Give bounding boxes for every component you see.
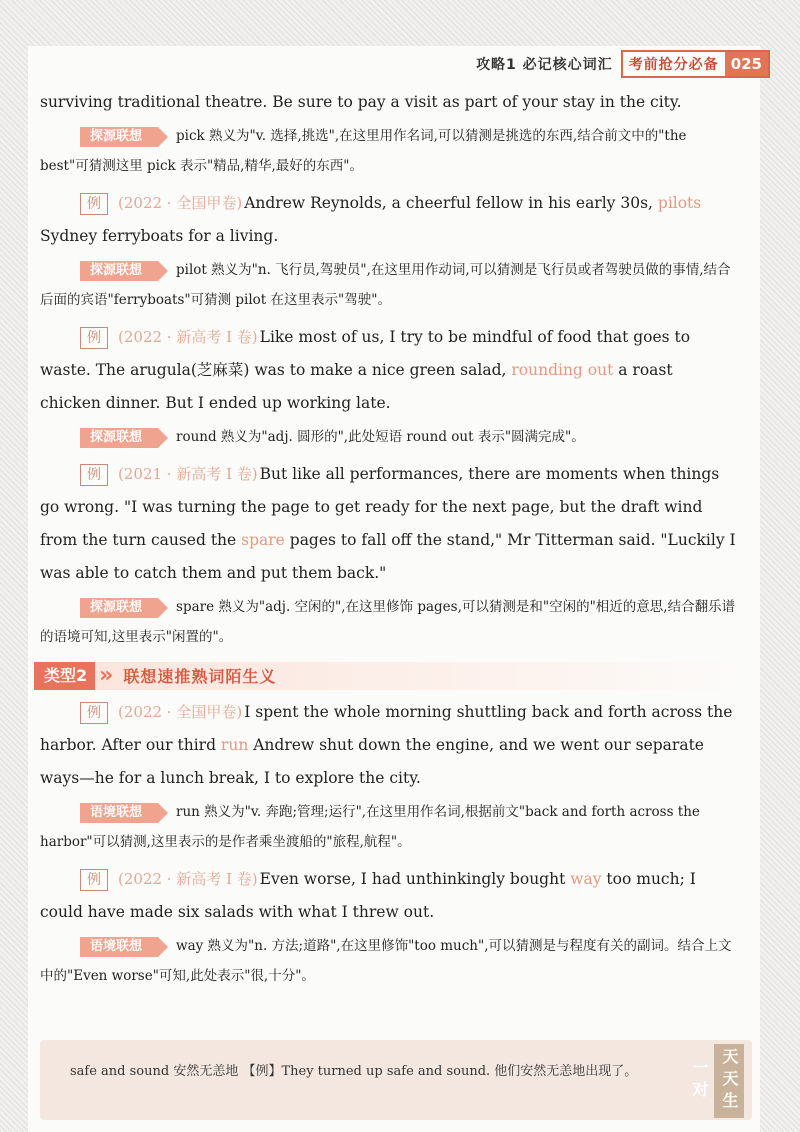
note-block — [40, 121, 736, 181]
note-tag: 探源联想 — [80, 428, 158, 448]
note-text: run 熟义为"v. 奔跑;管理;运行",在这里用作名词,根据前文"back and forth across the harbor"可以猜测,这里表示的是作者乘坐渡船的"旅程,航程"。 — [40, 804, 700, 850]
section-title: 联想速推熟词陌生义 — [123, 666, 277, 686]
example-text: I spent the whole morning shuttling back and forth across the harbor. After our third — [40, 703, 733, 754]
note-tag: 探源联想 — [80, 598, 158, 618]
example-text: Sydney ferryboats for a living. — [40, 227, 279, 245]
note-tag: 语境联想 — [80, 803, 158, 823]
example-block — [40, 321, 736, 420]
example-text: Like most of us, I try to be mindful of food that goes to waste. The arugula(芝麻菜) was to make a nice green salad, — [40, 328, 691, 379]
example-block — [40, 458, 736, 590]
left-margin-pattern — [0, 0, 28, 1132]
main-content — [40, 86, 736, 991]
example-label: 例 — [80, 702, 108, 724]
page-header — [476, 50, 770, 78]
note-text: round 熟义为"adj. 圆形的",此处短语 round out 表示"圆满完成"。 — [176, 429, 585, 445]
continued-text: surviving traditional theatre. Be sure to pay a visit as part of your stay in the city. — [40, 93, 682, 111]
highlight-word: way — [570, 870, 602, 888]
section-heading — [34, 662, 736, 690]
note-text: spare 熟义为"adj. 空闲的",在这里修饰 pages,可以猜测是和"空闲的"相近的意思,结合翻乐谱的语境可知,这里表示"闲置的"。 — [40, 599, 736, 645]
chapter-title: 攻略1 必记核心词汇 — [476, 57, 613, 73]
slogan-box — [621, 50, 770, 78]
highlight-word: pilots — [657, 194, 702, 212]
note-block — [40, 931, 736, 991]
example-text: Even worse, I had unthinkingly bought — [259, 870, 571, 888]
highlight-word: run — [220, 736, 249, 754]
example-text: too much; I could have made six salads with what I threw out. — [40, 870, 696, 921]
note-text: pick 熟义为"v. 选择,挑选",在这里用作名词,可以猜测是挑选的东西,结合前文中的"the best"可猜测这里 pick 表示"精品,精华,最好的东西"。 — [40, 128, 687, 174]
highlight-word: spare — [241, 531, 285, 549]
footer-box — [40, 1040, 752, 1120]
example-label: 例 — [80, 327, 108, 349]
footer-phrase: safe and sound 安然无恙地 【例】They turned up safe and sound. 他们安然无恙地出现了。 — [70, 1064, 638, 1079]
example-source: (2022 · 全国甲卷) — [118, 703, 243, 721]
example-text: a roast chicken dinner. But I ended up working late. — [40, 361, 673, 412]
note-tag: 探源联想 — [80, 261, 158, 281]
right-margin-pattern — [760, 0, 800, 1132]
example-label: 例 — [80, 193, 108, 215]
page-number: 025 — [725, 52, 768, 76]
note-tag: 探源联想 — [80, 127, 158, 147]
note-block — [40, 255, 736, 315]
slogan: 考前抢分必备 — [628, 57, 719, 73]
example-text: Andrew Reynolds, a cheerful fellow in his early 30s, — [244, 194, 658, 212]
example-label: 例 — [80, 464, 108, 486]
note-text: way 熟义为"n. 方法;道路",在这里修饰"too much",可以猜测是与程度有关的副词。结合上文中的"Even worse"可知,此处表示"很,十分"。 — [40, 938, 732, 984]
example-source: (2022 · 新高考 Ⅰ 卷) — [118, 328, 258, 346]
highlight-word: rounding out — [511, 361, 614, 379]
note-block — [40, 797, 736, 857]
top-margin-pattern — [0, 0, 800, 46]
example-source: (2022 · 全国甲卷) — [118, 194, 243, 212]
example-text: But like all performances, there are moments when things go wrong. "I was turning the page to get ready for the next page, but the draft wind from the turn caused the — [40, 465, 720, 549]
type-badge: 类型2 — [34, 662, 95, 690]
note-text: pilot 熟义为"n. 飞行员,驾驶员",在这里用作动词,可以猜测是飞行员或者驾驶员做的事情,结合后面的宾语"ferryboats"可猜测 pilot 在这里表示"驾驶"。 — [40, 262, 731, 308]
chevron-right-icon: » — [99, 663, 114, 688]
example-source: (2022 · 新高考 Ⅰ 卷) — [118, 870, 258, 888]
example-block — [40, 187, 736, 253]
example-text: Andrew shut down the engine, and we went our separate ways—he for a lunch break, I to explore the city. — [40, 736, 704, 787]
note-block — [40, 422, 736, 452]
example-block — [40, 863, 736, 929]
example-label: 例 — [80, 869, 108, 891]
example-text: pages to fall off the stand," Mr Titterman said. "Luckily I was able to catch them and put them back." — [40, 531, 736, 582]
example-source: (2021 · 新高考 Ⅰ 卷) — [118, 465, 258, 483]
note-tag: 语境联想 — [80, 937, 158, 957]
footer-side-label: 天天生一对 — [714, 1044, 744, 1118]
note-block — [40, 592, 736, 652]
example-block — [40, 696, 736, 795]
